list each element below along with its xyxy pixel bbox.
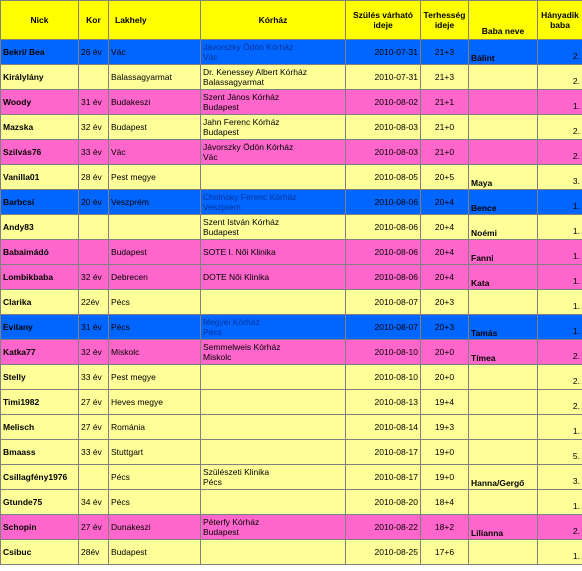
korhaz-line-2: Balassagyarmat bbox=[203, 77, 264, 87]
cell-lakhely: Pécs bbox=[109, 290, 201, 315]
cell-date: 2010-08-03 bbox=[346, 140, 421, 165]
header-baba: Baba neve bbox=[469, 1, 538, 40]
cell-date: 2010-08-02 bbox=[346, 90, 421, 115]
cell-date: 2010-07-31 bbox=[346, 40, 421, 65]
korhaz-line-2: Budapest bbox=[203, 127, 239, 137]
korhaz-line-1: Jávorszky Ödön Kórház bbox=[203, 142, 294, 152]
cell-kor: 27 év bbox=[79, 515, 109, 540]
korhaz-line-1: Jávorszky Ödön Kórház bbox=[203, 42, 294, 52]
korhaz-line-1: Jahn Ferenc Kórház bbox=[203, 117, 280, 127]
cell-baba bbox=[469, 290, 538, 315]
cell-hanyadik: 1. bbox=[538, 315, 582, 340]
korhaz-line-1: SOTE I. Női Klinika bbox=[203, 247, 276, 257]
korhaz-line-1: DOTE Női Klinika bbox=[203, 272, 270, 282]
cell-term: 21+3 bbox=[421, 65, 469, 90]
korhaz-line-1: Semmelweis Kórház bbox=[203, 342, 281, 352]
cell-date: 2010-08-17 bbox=[346, 440, 421, 465]
cell-hanyadik: 1. bbox=[538, 290, 582, 315]
cell-hanyadik: 2. bbox=[538, 340, 582, 365]
cell-kor: 28 év bbox=[79, 165, 109, 190]
cell-hanyadik: 5. bbox=[538, 440, 582, 465]
cell-korhaz bbox=[201, 490, 346, 515]
cell-korhaz bbox=[201, 165, 346, 190]
cell-lakhely: Pécs bbox=[109, 315, 201, 340]
cell-kor: 28év bbox=[79, 540, 109, 565]
cell-hanyadik: 2. bbox=[538, 115, 582, 140]
header-lakhely: Lakhely bbox=[109, 1, 201, 40]
cell-baba: Fanni bbox=[469, 240, 538, 265]
cell-lakhely bbox=[109, 215, 201, 240]
cell-nick: Bmaass bbox=[1, 440, 79, 465]
cell-baba: Noémi bbox=[469, 215, 538, 240]
korhaz-line-1: Szülészeti Klinika bbox=[203, 467, 270, 477]
cell-kor: 33 év bbox=[79, 140, 109, 165]
cell-nick: Csibuc bbox=[1, 540, 79, 565]
cell-baba: Maya bbox=[469, 165, 538, 190]
table-row bbox=[1, 340, 582, 365]
cell-baba: Tímea bbox=[469, 340, 538, 365]
korhaz-line-1: Megyei Kórház bbox=[203, 317, 260, 327]
cell-hanyadik: 1. bbox=[538, 190, 582, 215]
cell-korhaz bbox=[201, 265, 346, 290]
korhaz-line-2: Veszprém bbox=[203, 202, 241, 212]
cell-term: 21+0 bbox=[421, 140, 469, 165]
korhaz-line-2: Pécs bbox=[203, 327, 222, 337]
table-row bbox=[1, 40, 582, 65]
table-row bbox=[1, 365, 582, 390]
cell-korhaz bbox=[201, 115, 346, 140]
cell-hanyadik: 3. bbox=[538, 165, 582, 190]
cell-term: 19+3 bbox=[421, 415, 469, 440]
cell-lakhely: Pest megye bbox=[109, 365, 201, 390]
cell-hanyadik: 2. bbox=[538, 365, 582, 390]
cell-baba bbox=[469, 415, 538, 440]
cell-term: 19+0 bbox=[421, 440, 469, 465]
cell-kor: 33 év bbox=[79, 365, 109, 390]
cell-lakhely: Románia bbox=[109, 415, 201, 440]
cell-nick: Szilvás76 bbox=[1, 140, 79, 165]
cell-nick: Lombikbaba bbox=[1, 265, 79, 290]
header-korhaz: Kórház bbox=[201, 1, 346, 40]
cell-date: 2010-08-10 bbox=[346, 340, 421, 365]
cell-date: 2010-08-06 bbox=[346, 265, 421, 290]
cell-kor bbox=[79, 465, 109, 490]
korhaz-line-2: Vác bbox=[203, 52, 218, 62]
cell-baba bbox=[469, 440, 538, 465]
cell-date: 2010-08-06 bbox=[346, 190, 421, 215]
cell-term: 20+3 bbox=[421, 290, 469, 315]
cell-nick: Schopin bbox=[1, 515, 79, 540]
cell-nick: Clarika bbox=[1, 290, 79, 315]
cell-nick: Melisch bbox=[1, 415, 79, 440]
cell-kor: 34 év bbox=[79, 490, 109, 515]
table-row bbox=[1, 265, 582, 290]
cell-date: 2010-08-07 bbox=[346, 290, 421, 315]
cell-kor: 22év bbox=[79, 290, 109, 315]
cell-date: 2010-08-06 bbox=[346, 240, 421, 265]
cell-nick: Vanilla01 bbox=[1, 165, 79, 190]
header-szules: Szülés várható ideje bbox=[346, 1, 421, 40]
header-terhesseg: Terhesség ideje bbox=[421, 1, 469, 40]
cell-lakhely: Pécs bbox=[109, 490, 201, 515]
table-row bbox=[1, 465, 582, 490]
cell-korhaz bbox=[201, 540, 346, 565]
table-body bbox=[1, 40, 582, 565]
cell-term: 20+0 bbox=[421, 340, 469, 365]
cell-kor bbox=[79, 240, 109, 265]
cell-nick: Woody bbox=[1, 90, 79, 115]
cell-baba: Bence bbox=[469, 190, 538, 215]
cell-nick: Gtunde75 bbox=[1, 490, 79, 515]
cell-nick: Mazska bbox=[1, 115, 79, 140]
cell-nick: Katka77 bbox=[1, 340, 79, 365]
cell-kor: 31 év bbox=[79, 315, 109, 340]
cell-kor: 26 év bbox=[79, 40, 109, 65]
cell-kor bbox=[79, 65, 109, 90]
cell-term: 20+0 bbox=[421, 365, 469, 390]
header-kor: Kor bbox=[79, 1, 109, 40]
cell-date: 2010-08-05 bbox=[346, 165, 421, 190]
cell-lakhely: Balassagyarmat bbox=[109, 65, 201, 90]
cell-term: 20+4 bbox=[421, 190, 469, 215]
header-row bbox=[1, 1, 582, 40]
cell-kor: 20 év bbox=[79, 190, 109, 215]
cell-hanyadik: 1. bbox=[538, 240, 582, 265]
table-row bbox=[1, 115, 582, 140]
cell-korhaz bbox=[201, 390, 346, 415]
cell-baba bbox=[469, 115, 538, 140]
table-row bbox=[1, 415, 582, 440]
cell-kor: 32 év bbox=[79, 115, 109, 140]
cell-lakhely: Veszprém bbox=[109, 190, 201, 215]
korhaz-line-2: Budapest bbox=[203, 227, 239, 237]
cell-baba bbox=[469, 65, 538, 90]
cell-term: 21+1 bbox=[421, 90, 469, 115]
cell-kor bbox=[79, 215, 109, 240]
cell-hanyadik: 3. bbox=[538, 465, 582, 490]
table-row bbox=[1, 165, 582, 190]
cell-kor: 27 év bbox=[79, 415, 109, 440]
korhaz-line-1: Szent István Kórház bbox=[203, 217, 280, 227]
cell-hanyadik: 1. bbox=[538, 490, 582, 515]
cell-date: 2010-08-06 bbox=[346, 215, 421, 240]
cell-term: 20+4 bbox=[421, 265, 469, 290]
cell-term: 17+6 bbox=[421, 540, 469, 565]
korhaz-line-2: Budapest bbox=[203, 102, 239, 112]
table-row bbox=[1, 215, 582, 240]
cell-lakhely: Budapest bbox=[109, 540, 201, 565]
cell-hanyadik: 1. bbox=[538, 265, 582, 290]
cell-korhaz bbox=[201, 315, 346, 340]
cell-nick: Stelly bbox=[1, 365, 79, 390]
cell-lakhely: Budakeszi bbox=[109, 90, 201, 115]
cell-date: 2010-08-25 bbox=[346, 540, 421, 565]
cell-nick: Csillagfény1976 bbox=[1, 465, 79, 490]
cell-date: 2010-08-17 bbox=[346, 465, 421, 490]
cell-nick: Andy83 bbox=[1, 215, 79, 240]
cell-korhaz bbox=[201, 40, 346, 65]
cell-baba bbox=[469, 540, 538, 565]
cell-lakhely: Budapest bbox=[109, 240, 201, 265]
cell-korhaz bbox=[201, 365, 346, 390]
cell-baba: Tamás bbox=[469, 315, 538, 340]
korhaz-line-2: Pécs bbox=[203, 477, 222, 487]
cell-hanyadik: 1. bbox=[538, 415, 582, 440]
cell-korhaz bbox=[201, 65, 346, 90]
cell-kor: 31 év bbox=[79, 90, 109, 115]
table-row bbox=[1, 390, 582, 415]
cell-korhaz bbox=[201, 515, 346, 540]
cell-baba bbox=[469, 140, 538, 165]
table-row bbox=[1, 290, 582, 315]
cell-date: 2010-08-13 bbox=[346, 390, 421, 415]
cell-lakhely: Budapest bbox=[109, 115, 201, 140]
cell-term: 20+3 bbox=[421, 315, 469, 340]
cell-term: 19+4 bbox=[421, 390, 469, 415]
cell-lakhely: Debrecen bbox=[109, 265, 201, 290]
cell-korhaz bbox=[201, 190, 346, 215]
korhaz-line-2: Vác bbox=[203, 152, 218, 162]
cell-term: 18+4 bbox=[421, 490, 469, 515]
cell-korhaz bbox=[201, 140, 346, 165]
cell-lakhely: Heves megye bbox=[109, 390, 201, 415]
header-nick: Nick bbox=[1, 1, 79, 40]
cell-baba bbox=[469, 390, 538, 415]
cell-date: 2010-08-22 bbox=[346, 515, 421, 540]
table-row bbox=[1, 315, 582, 340]
cell-lakhely: Vác bbox=[109, 40, 201, 65]
cell-nick: Evilany bbox=[1, 315, 79, 340]
cell-korhaz bbox=[201, 215, 346, 240]
table-row bbox=[1, 490, 582, 515]
table-row bbox=[1, 65, 582, 90]
cell-nick: Babaimádó bbox=[1, 240, 79, 265]
cell-korhaz bbox=[201, 415, 346, 440]
table-row bbox=[1, 240, 582, 265]
korhaz-line-1: Dr. Kenessey Albert Kórház bbox=[203, 67, 307, 77]
cell-term: 19+0 bbox=[421, 465, 469, 490]
cell-nick: Bekri/ Bea bbox=[1, 40, 79, 65]
cell-term: 20+4 bbox=[421, 215, 469, 240]
korhaz-line-2: Budapest bbox=[203, 527, 239, 537]
cell-baba bbox=[469, 365, 538, 390]
cell-hanyadik: 2. bbox=[538, 40, 582, 65]
cell-baba: Bálint bbox=[469, 40, 538, 65]
korhaz-line-1: Szent János Kórház bbox=[203, 92, 280, 102]
cell-nick: Barbcsi bbox=[1, 190, 79, 215]
header-hanyadik: Hányadik baba bbox=[538, 1, 582, 40]
cell-lakhely: Vác bbox=[109, 140, 201, 165]
cell-hanyadik: 2. bbox=[538, 390, 582, 415]
cell-lakhely: Dunakeszi bbox=[109, 515, 201, 540]
cell-baba: Kata bbox=[469, 265, 538, 290]
cell-korhaz bbox=[201, 290, 346, 315]
cell-hanyadik: 1. bbox=[538, 90, 582, 115]
table-row bbox=[1, 515, 582, 540]
cell-date: 2010-08-03 bbox=[346, 115, 421, 140]
cell-baba bbox=[469, 490, 538, 515]
cell-baba: Hanna/Gergő bbox=[469, 465, 538, 490]
cell-korhaz bbox=[201, 240, 346, 265]
cell-hanyadik: 2. bbox=[538, 140, 582, 165]
cell-baba: Lilianna bbox=[469, 515, 538, 540]
cell-kor: 27 év bbox=[79, 390, 109, 415]
table-row bbox=[1, 540, 582, 565]
cell-kor: 32 év bbox=[79, 340, 109, 365]
cell-korhaz bbox=[201, 465, 346, 490]
cell-date: 2010-08-10 bbox=[346, 365, 421, 390]
cell-korhaz bbox=[201, 340, 346, 365]
table-row bbox=[1, 140, 582, 165]
cell-lakhely: Miskolc bbox=[109, 340, 201, 365]
cell-korhaz bbox=[201, 440, 346, 465]
table-row bbox=[1, 440, 582, 465]
cell-hanyadik: 1. bbox=[538, 215, 582, 240]
cell-kor: 33 év bbox=[79, 440, 109, 465]
cell-lakhely: Pécs bbox=[109, 465, 201, 490]
cell-term: 18+2 bbox=[421, 515, 469, 540]
cell-nick: Timi1982 bbox=[1, 390, 79, 415]
cell-hanyadik: 2. bbox=[538, 515, 582, 540]
cell-korhaz bbox=[201, 90, 346, 115]
table-row bbox=[1, 90, 582, 115]
cell-hanyadik: 2. bbox=[538, 65, 582, 90]
cell-hanyadik: 1. bbox=[538, 540, 582, 565]
cell-lakhely: Pest megye bbox=[109, 165, 201, 190]
cell-lakhely: Stuttgart bbox=[109, 440, 201, 465]
cell-term: 20+5 bbox=[421, 165, 469, 190]
cell-term: 21+3 bbox=[421, 40, 469, 65]
cell-nick: Királylány bbox=[1, 65, 79, 90]
cell-term: 20+4 bbox=[421, 240, 469, 265]
korhaz-line-1: Péterfy Kórház bbox=[203, 517, 260, 527]
table-row bbox=[1, 190, 582, 215]
korhaz-line-2: Miskolc bbox=[203, 352, 232, 362]
cell-date: 2010-07-31 bbox=[346, 65, 421, 90]
cell-date: 2010-08-20 bbox=[346, 490, 421, 515]
korhaz-line-1: Cholnoky Ferenc Kórház bbox=[203, 192, 297, 202]
cell-kor: 32 év bbox=[79, 265, 109, 290]
cell-date: 2010-08-07 bbox=[346, 315, 421, 340]
cell-date: 2010-08-14 bbox=[346, 415, 421, 440]
cell-term: 21+0 bbox=[421, 115, 469, 140]
cell-baba bbox=[469, 90, 538, 115]
